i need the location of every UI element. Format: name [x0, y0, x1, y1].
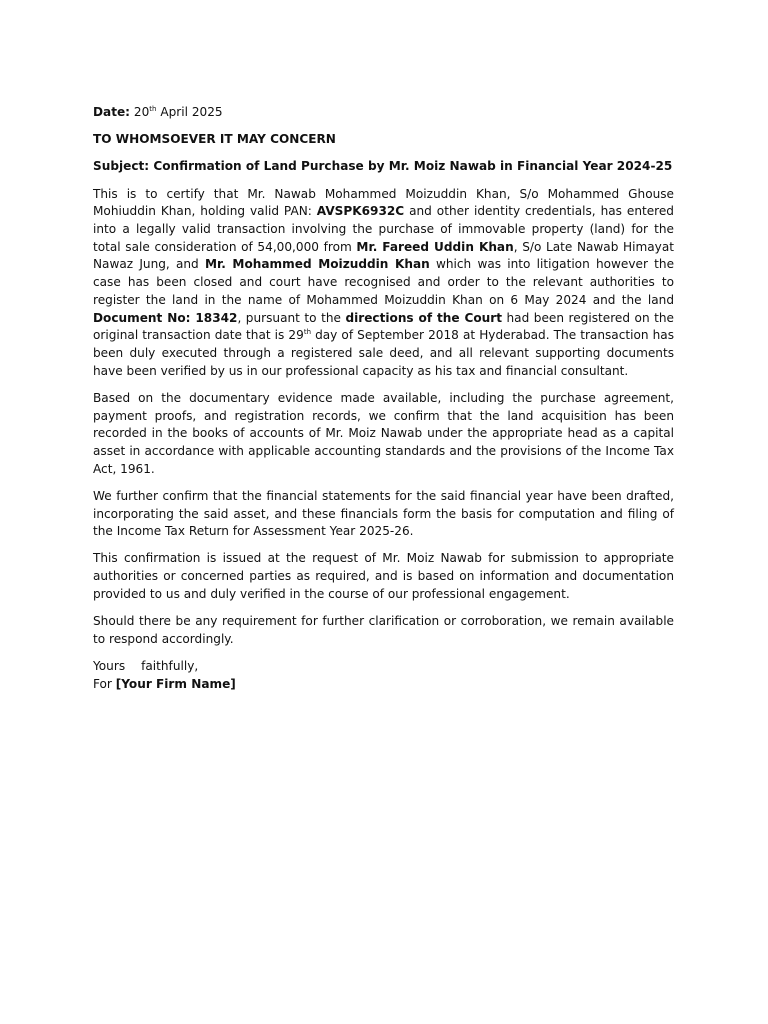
letter-body [93, 104, 674, 693]
document-number: Document No: 18342 [93, 310, 238, 325]
para1-text-1: This is to certify that Mr. Nawab Mohammed Moizuddin Khan, S/o Mohammed Ghouse Mohiuddin Khan, holding valid PAN: [93, 186, 674, 219]
subject-text: Subject: Confirmation of Land Purchase by Mr. Moiz Nawab in Financial Year 2024-25 [93, 159, 673, 174]
seller-name: Mr. Fareed Uddin Khan [356, 239, 514, 254]
para1-text-5: , pursuant to the [237, 310, 346, 325]
date-day-suffix: th [149, 105, 157, 113]
signature-line [93, 676, 674, 694]
paragraph-clarification: Should there be any requirement for further clarification or corroboration, we remain available to respond accordingly. [93, 614, 674, 646]
firm-name: [Your Firm Name] [115, 676, 236, 691]
para1-text-6: had been registered on the original transaction date that is 29 [93, 310, 674, 343]
date-month-year: April 2025 [160, 105, 223, 119]
paragraph-certification [93, 186, 674, 381]
salutation-text: TO WHOMSOEVER IT MAY CONCERN [93, 132, 336, 147]
para1-text-2: and other identity credentials, has entered into a legally valid transaction involving the purchase of immovable property (land) for the total sale consideration of 54,00,000 from [93, 204, 674, 254]
for-label: For [93, 676, 116, 691]
date-label: Date: [93, 105, 131, 119]
closing-line [93, 658, 674, 676]
para1-text-4: which was into litigation however the case has been closed and court have recognised and order to the relevant authorities to register the land in the name of Mohammed Moizuddin Khan on 6 May 2024 and the land [93, 257, 675, 307]
para1-text-7: day of September 2018 at Hyderabad. The transaction has been duly executed through a registered sale deed, and all relevant supporting documents have been verified by us in our professional capacity as his tax and financial consultant. [93, 328, 674, 378]
date-day: 20 [133, 105, 150, 119]
buyer-name: Mr. Mohammed Moizuddin Khan [204, 257, 430, 272]
paragraph-purpose: This confirmation is issued at the request of Mr. Moiz Nawab for submission to appropriate authorities or concerned parties as required, and is based on information and documentation provided to us and duly verified in the course of our professional engagement. [93, 551, 674, 601]
closing-faithfully: faithfully, [141, 658, 199, 673]
para1-text-3: , S/o Late Nawab Himayat Nawaz Jung, and [93, 239, 674, 272]
pan-number: AVSPK6932C [316, 204, 405, 219]
registration-day-suffix: th [303, 328, 312, 337]
closing-yours: Yours [93, 658, 126, 673]
date-line [93, 104, 674, 122]
court-directions: directions of the Court [345, 310, 502, 325]
paragraph-accounting: Based on the documentary evidence made available, including the purchase agreement, payment proofs, and registration records, we confirm that the land acquisition has been recorded in the books of accounts of Mr. Moiz Nawab under the appropriate head as a capital asset in accordance with applicable accounting standards and the provisions of the Income Tax Act, 1961. [93, 390, 674, 476]
subject-line [93, 158, 674, 176]
paragraph-financial-statements: We further confirm that the financial statements for the said financial year have been drafted, incorporating the said asset, and these financials form the basis for computation and filing of the Income Tax Return for Assessment Year 2025-26. [93, 488, 674, 539]
salutation [93, 131, 674, 149]
